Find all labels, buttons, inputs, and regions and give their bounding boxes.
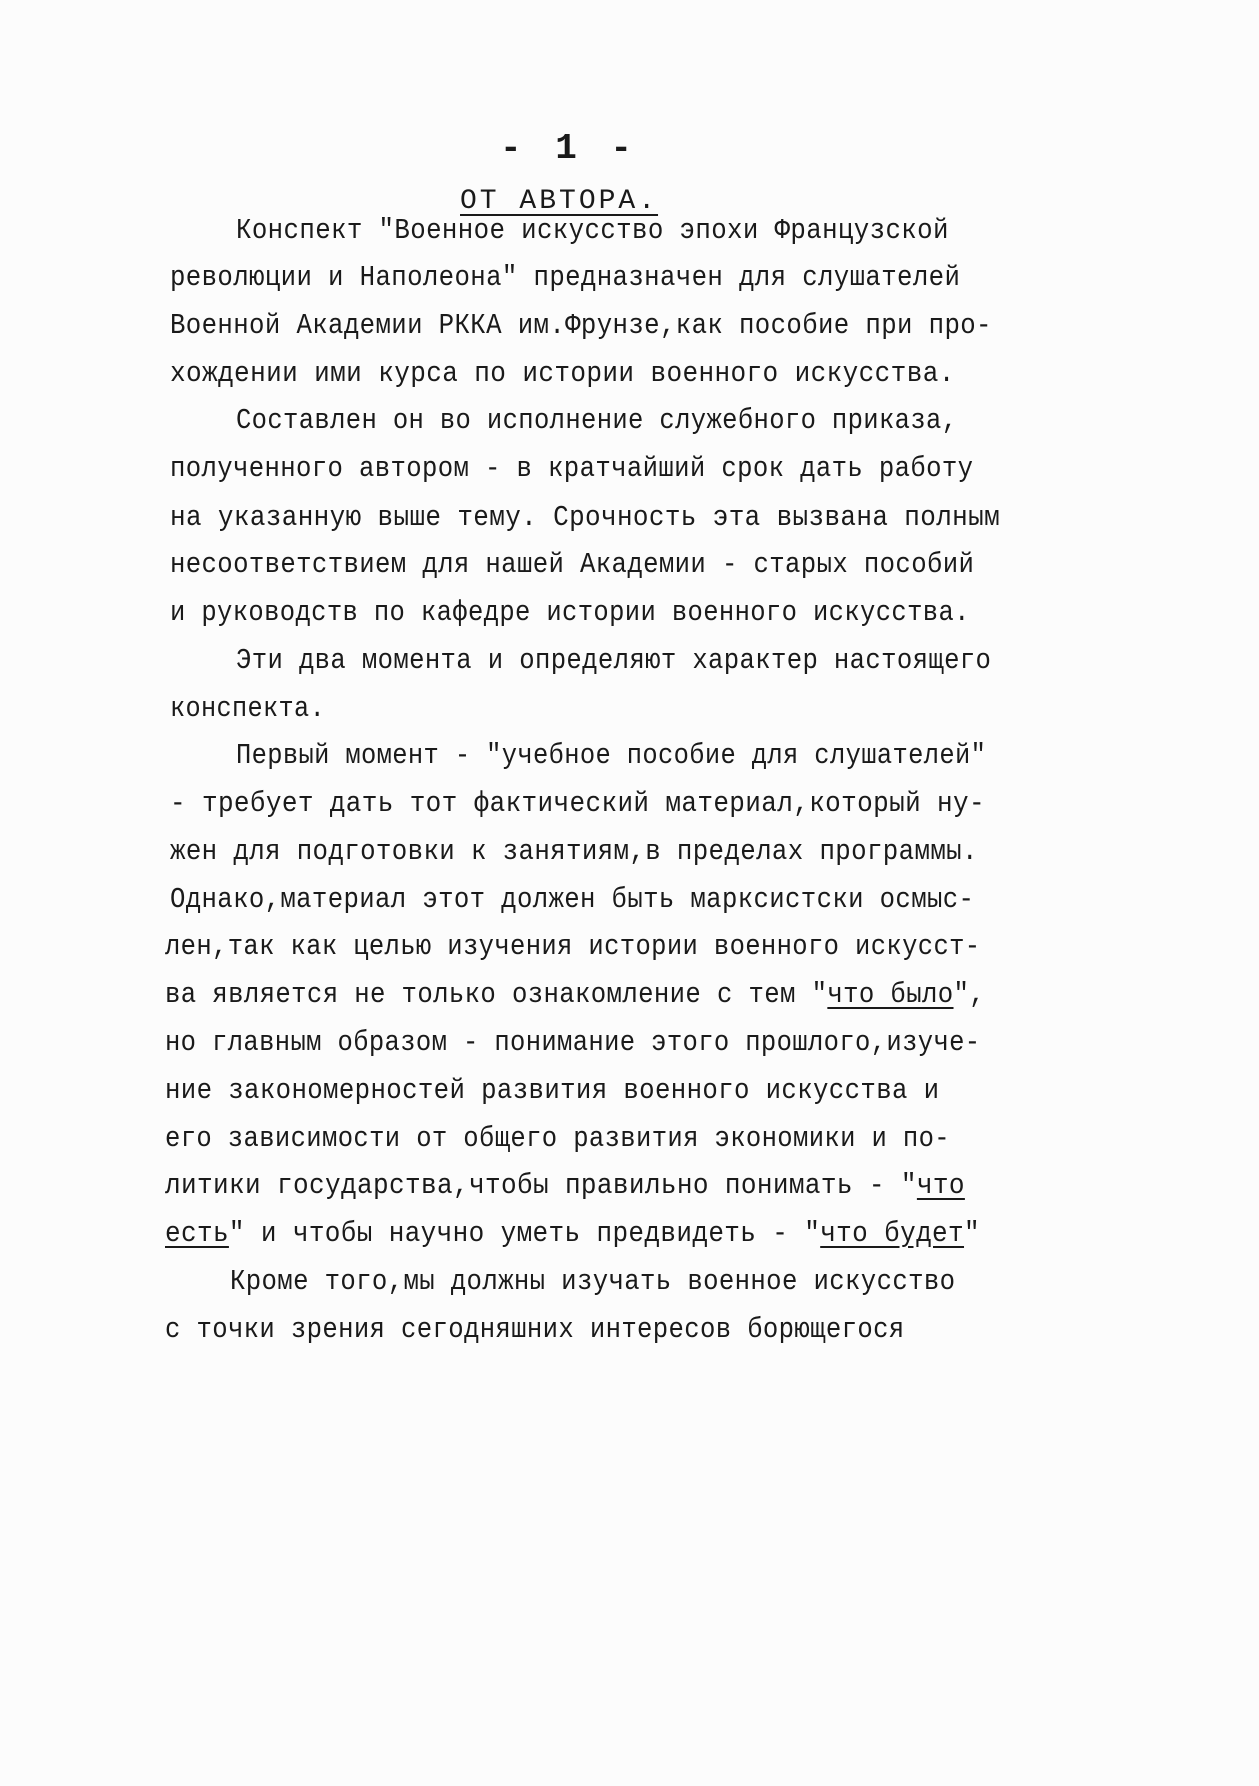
text-segment: Кроме того,мы должны изучать военное искусство bbox=[230, 1265, 956, 1298]
text-segment: Первый момент - "учебное пособие для слушателей" bbox=[236, 739, 987, 772]
text-line bbox=[165, 975, 985, 1015]
text-segment: " bbox=[964, 1217, 981, 1250]
text-segment: конспекта. bbox=[170, 692, 326, 725]
text-line bbox=[165, 1214, 980, 1254]
text-line bbox=[236, 211, 949, 251]
text-segment: но главным образом - понимание этого прошлого,изуче- bbox=[165, 1026, 981, 1059]
text-segment: полученного автором - в кратчайший срок дать работу bbox=[170, 452, 974, 485]
text-segment: литики государства,чтобы правильно понимать - " bbox=[165, 1169, 917, 1202]
text-segment: на указанную выше тему. Срочность эта вызвана полным bbox=[170, 501, 1001, 534]
text-line bbox=[170, 306, 992, 346]
text-segment: его зависимости от общего развития экономики и по- bbox=[165, 1122, 951, 1155]
text-segment: есть bbox=[165, 1217, 229, 1250]
text-line bbox=[165, 1310, 905, 1350]
text-line bbox=[170, 449, 973, 489]
text-line bbox=[170, 258, 960, 298]
section-heading: ОТ АВТОРА. bbox=[460, 186, 659, 217]
text-segment: жен для подготовки к занятиям,в пределах программы. bbox=[170, 835, 978, 868]
text-line bbox=[236, 401, 957, 441]
text-segment: что bbox=[916, 1169, 965, 1202]
text-segment: - требует дать тот фактический материал,который ну- bbox=[170, 787, 985, 820]
text-segment: лен,так как целью изучения истории военного искусст- bbox=[165, 930, 981, 963]
text-line bbox=[165, 1071, 939, 1111]
text-segment: Составлен он во исполнение служебного приказа, bbox=[236, 404, 958, 437]
text-segment: ние закономерностей развития военного искусства и bbox=[165, 1074, 940, 1107]
text-line bbox=[170, 880, 974, 920]
text-segment: Военной Академии РККА им.Фрунзе,как пособие при про- bbox=[170, 309, 992, 342]
text-segment: несоответствием для нашей Академии - старых пособий bbox=[170, 548, 975, 581]
text-line bbox=[170, 545, 974, 585]
text-segment: " и чтобы научно уметь предвидеть - " bbox=[228, 1217, 821, 1250]
text-segment: с точки зрения сегодняшних интересов борющегося bbox=[165, 1313, 905, 1346]
text-line bbox=[170, 593, 970, 633]
page-number: - 1 - bbox=[500, 128, 639, 169]
text-segment: что было bbox=[827, 978, 954, 1011]
text-line bbox=[236, 736, 986, 776]
text-line bbox=[170, 832, 978, 872]
text-line bbox=[165, 927, 981, 967]
text-segment: ", bbox=[953, 978, 986, 1011]
text-line bbox=[165, 1119, 950, 1159]
text-line bbox=[170, 689, 325, 729]
text-segment: что будет bbox=[820, 1217, 965, 1250]
text-line bbox=[165, 1166, 965, 1206]
text-segment: революции и Наполеона" предназначен для слушателей bbox=[170, 261, 961, 294]
text-segment: и руководств по кафедре истории военного искусства. bbox=[170, 596, 970, 629]
text-line bbox=[230, 1262, 955, 1302]
text-segment: Однако,материал этот должен быть марксистски осмыс- bbox=[170, 883, 975, 916]
text-line bbox=[170, 498, 1000, 538]
text-line bbox=[236, 641, 991, 681]
text-segment: Эти два момента и определяют характер настоящего bbox=[236, 644, 992, 677]
text-line bbox=[170, 784, 985, 824]
text-segment: Конспект "Военное искусство эпохи Французской bbox=[236, 214, 949, 247]
text-segment: ва является не только ознакомление с тем " bbox=[165, 978, 828, 1011]
text-segment: хождении ими курса по истории военного искусства. bbox=[170, 357, 955, 390]
text-line bbox=[170, 354, 955, 394]
text-line bbox=[165, 1023, 981, 1063]
